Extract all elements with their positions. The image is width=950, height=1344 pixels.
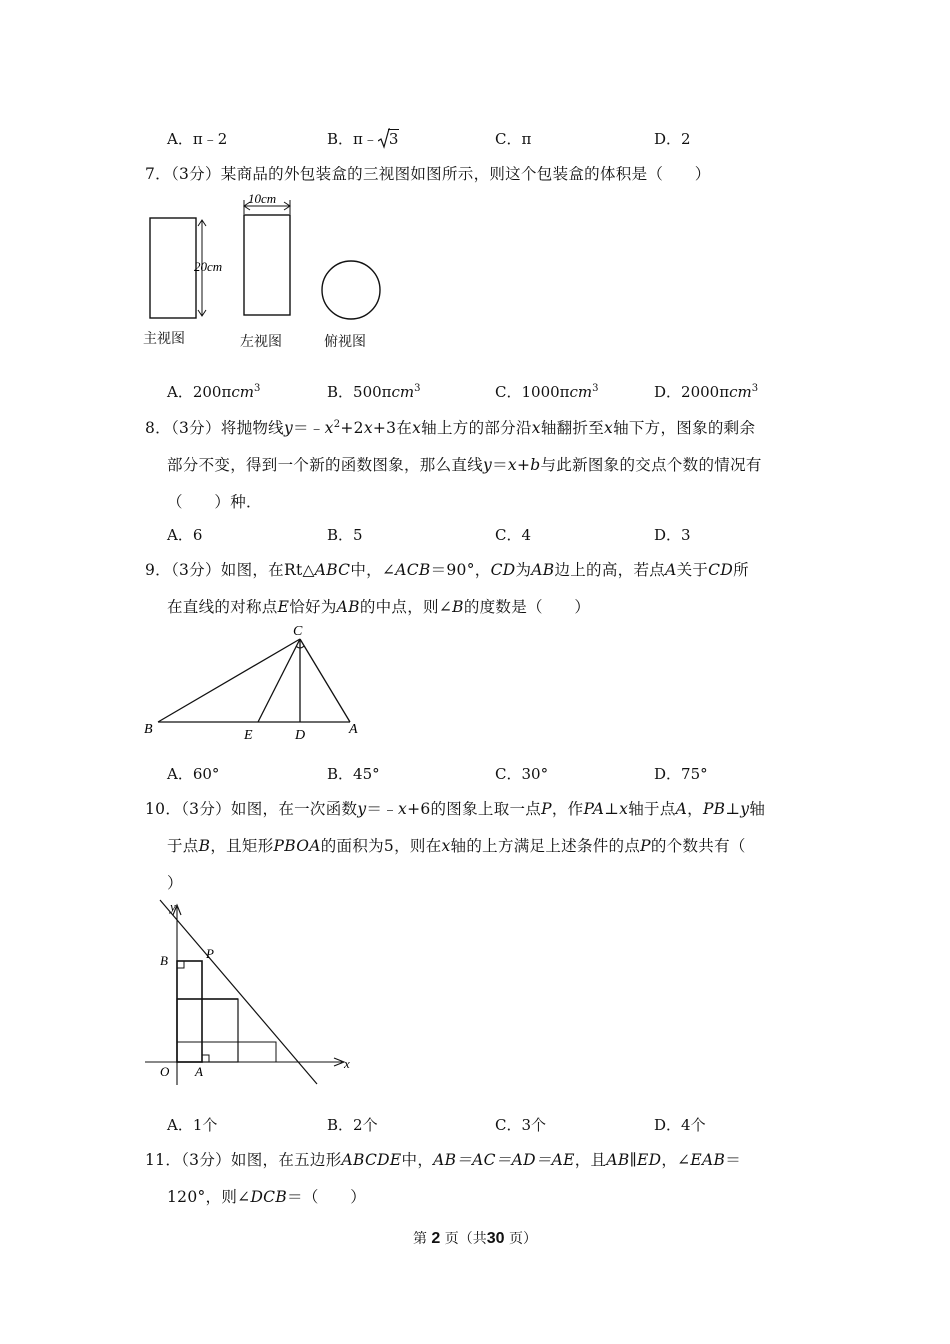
page-number: 2 — [431, 1230, 441, 1247]
q9-stem-line1: 9．（3分）如图，在Rt△ABC中，∠ACB＝90°，CD为AB边上的高，若点A关于CD所 — [145, 561, 749, 579]
q7-option-c: C．1000πcm$^3$ — [495, 383, 599, 401]
triangle-diagram — [140, 622, 370, 747]
total-pages: 30 — [486, 1230, 505, 1247]
q10-stem-line1: 10．（3分）如图，在一次函数y＝﹣x+6的图象上取一点P，作PA⊥x轴于点A，PB⊥y轴 — [145, 800, 766, 818]
q10-option-d: D．4个 — [654, 1116, 706, 1134]
label-e: E — [244, 728, 253, 743]
coordinate-diagram — [140, 895, 370, 1090]
label-y: y — [170, 899, 176, 914]
q9-option-b: B．45° — [327, 765, 380, 783]
q7-option-a: A．200πcm$^3$ — [167, 383, 261, 401]
q9-figure — [140, 622, 370, 747]
rect-2 — [177, 999, 238, 1062]
q10-option-c: C．3个 — [495, 1116, 547, 1134]
q10-option-b: B．2个 — [327, 1116, 378, 1134]
left-view-label: 左视图 — [240, 334, 282, 350]
q7-stem: 7．（3分）某商品的外包装盒的三视图如图所示，则这个包装盒的体积是（ ） — [145, 165, 711, 183]
top-view-label: 俯视图 — [324, 334, 366, 350]
top-view-circle — [322, 261, 380, 319]
q8-stem-line1: 8．（3分）将抛物线$y=﹣x^2+2x+3$在x轴上方的部分沿x轴翻折至x轴下方，图象的剩余 — [145, 418, 756, 437]
q6-option-b: B．π﹣ 3 — [327, 128, 399, 149]
label-o: O — [160, 1064, 170, 1079]
label-c: C — [293, 624, 303, 639]
q7-figure — [140, 188, 400, 358]
q8-option-b: B．5 — [327, 526, 363, 544]
q9-option-c: C．30° — [495, 765, 549, 783]
page-footer: 第 2 页（共30 页） — [412, 1230, 538, 1247]
q11-stem-line1: 11．（3分）如图，在五边形ABCDE中，AB＝AC＝AD＝AE，且AB∥ED，∠EAB＝ — [145, 1151, 742, 1169]
label-a: A — [349, 722, 358, 737]
q10-option-a: A．1个 — [167, 1116, 218, 1134]
q9-option-a: A．60° — [167, 765, 220, 783]
front-view-rect — [150, 218, 196, 318]
left-view-rect — [244, 215, 290, 315]
q8-stem-line2: 部分不变，得到一个新的函数图象，那么直线y＝x+b与此新图象的交点个数的情况有 — [167, 456, 762, 474]
q9-option-d: D．75° — [654, 765, 708, 783]
label-p: P — [206, 946, 214, 961]
q10-stem-line3: ） — [167, 874, 183, 892]
rect-3 — [177, 1042, 276, 1062]
q7-option-b: B．500πcm$^3$ — [327, 383, 421, 401]
height-label: 20cm — [194, 259, 223, 274]
q10-stem-line2: 于点B，且矩形PBOA的面积为5，则在x轴的上方满足上述条件的点P的个数共有（ — [167, 837, 746, 855]
front-view-label: 主视图 — [143, 331, 185, 347]
q8-option-d: D．3 — [654, 526, 691, 544]
radical-icon — [378, 128, 390, 150]
q6-option-c: C．π — [495, 130, 532, 148]
segment-ca — [300, 639, 350, 722]
q7-option-d: D．2000πcm$^3$ — [654, 383, 759, 401]
label-x: x — [344, 1056, 350, 1071]
q10-figure — [140, 895, 370, 1090]
q8-option-c: C．4 — [495, 526, 532, 544]
rect-pboa — [177, 961, 202, 1062]
q6-option-a: A．π﹣2 — [167, 130, 228, 148]
label-b: B — [144, 722, 153, 737]
width-label: 10cm — [248, 191, 277, 206]
label-a: A — [195, 1064, 203, 1079]
label-b: B — [160, 953, 168, 968]
q11-stem-line2: 120°，则∠DCB＝（ ） — [167, 1188, 367, 1206]
q8-stem-line3: （ ）种． — [167, 493, 262, 511]
q8-option-a: A．6 — [167, 526, 203, 544]
q6-option-d: D．2 — [654, 130, 691, 148]
q9-stem-line2: 在直线的对称点E恰好为AB的中点，则∠B的度数是（ ） — [167, 598, 591, 616]
label-d: D — [295, 728, 306, 743]
